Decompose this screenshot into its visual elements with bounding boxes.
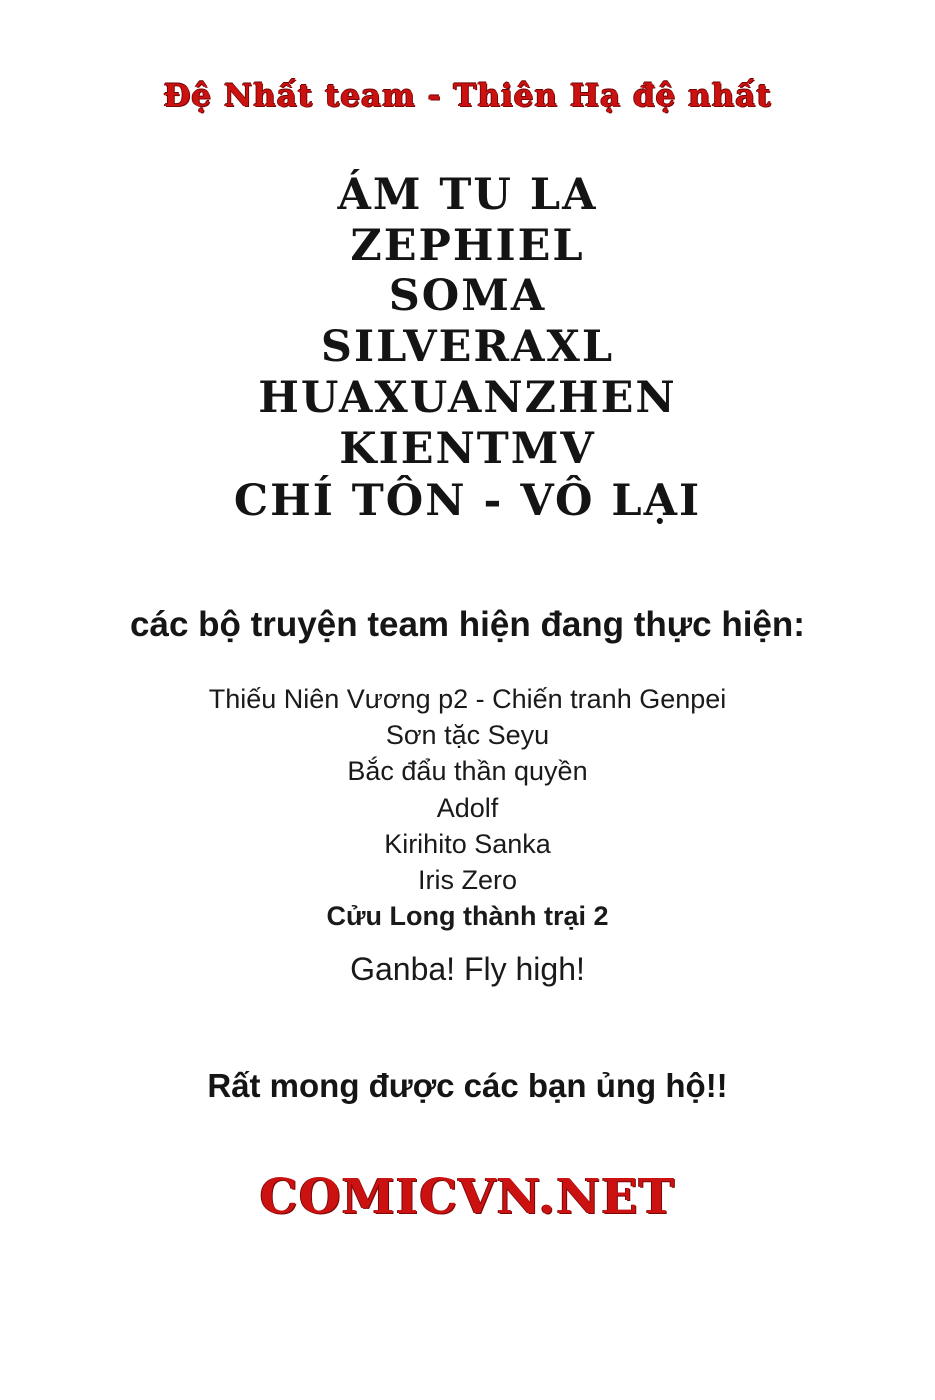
credit-member: HUAXUANZHEN (258, 372, 677, 423)
projects-heading: các bộ truyện team hiện đang thực hiện: (130, 605, 805, 645)
credit-member: ZEPHIEL (350, 220, 585, 271)
list-item: Bắc đẩu thần quyền (347, 756, 588, 787)
support-message: Rất mong được các bạn ủng hộ!! (207, 1067, 728, 1105)
credit-member: KIENTMV (339, 423, 596, 474)
list-item: Sơn tặc Seyu (385, 720, 550, 751)
list-item: Thiếu Niên Vương p2 - Chiến tranh Genpei (208, 684, 727, 715)
list-item: Cửu Long thành trại 2 (326, 901, 609, 932)
credit-member: ÁM TU LA (337, 170, 598, 220)
projects-list (209, 681, 727, 991)
credit-member: SILVERAXL (320, 322, 615, 373)
team-banner: Đệ Nhất team - Thiên Hạ đệ nhất (163, 78, 772, 114)
credits-list (234, 170, 701, 527)
list-item: Adolf (436, 792, 499, 823)
list-item: Iris Zero (417, 865, 517, 895)
list-item: Kirihito Sanka (384, 828, 551, 859)
credit-member: SOMA (388, 271, 547, 322)
list-item-highlight: Ganba! Fly high! (350, 951, 585, 988)
site-name: COMICVN.NET (259, 1169, 676, 1226)
credit-member: CHÍ TÔN - VÔ LẠI (233, 476, 702, 527)
